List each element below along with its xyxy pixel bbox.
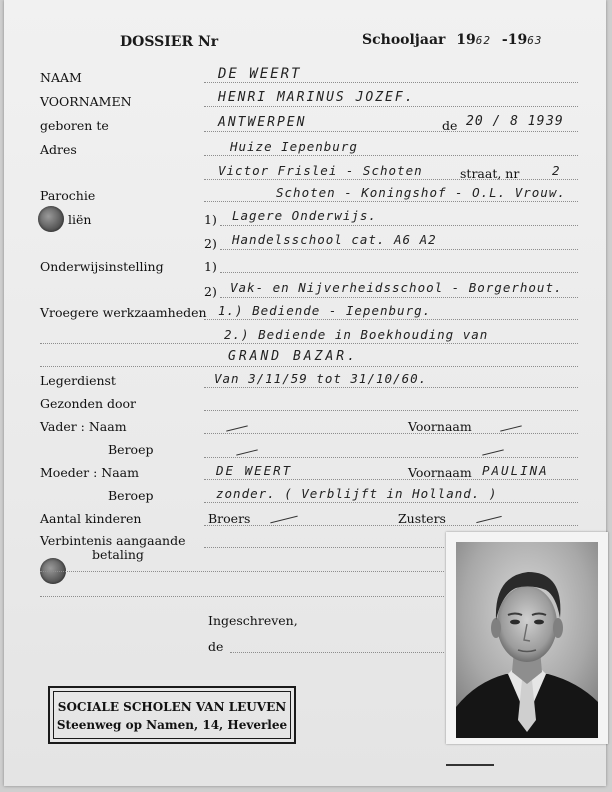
line-adres-1 xyxy=(204,155,578,156)
label-ingeschreven: Ingeschreven, xyxy=(208,613,298,628)
value-legerdienst: Van 3/11/59 tot 31/10/60. xyxy=(214,371,428,386)
value-geboren-te: ANTWERPEN xyxy=(218,115,307,130)
value-werk-1: 1.) Bediende - Iepenburg. xyxy=(218,303,432,318)
dash-vader-naam xyxy=(226,425,248,431)
label-verbintenis-2: betaling xyxy=(92,547,144,562)
label-straat-nr: straat, nr xyxy=(460,166,520,181)
line-adres-2 xyxy=(204,179,578,180)
label-adres: Adres xyxy=(40,142,77,157)
label-broers: Broers xyxy=(208,511,251,526)
label-moeder-beroep: Beroep xyxy=(108,488,154,503)
line-vader-naam xyxy=(204,433,578,434)
dash-vader-beroep-2 xyxy=(482,449,504,455)
label-studien-1: 1) xyxy=(204,212,217,227)
dash-vader-voornaam xyxy=(500,425,522,431)
label-vader-naam: Vader : Naam xyxy=(40,419,127,434)
label-geboren-te: geboren te xyxy=(40,118,109,133)
line-verbintenis-1 xyxy=(204,547,444,548)
value-onderwijs-2: Vak- en Nijverheidsschool - Borgerhout. xyxy=(230,280,563,295)
value-studien-2: Handelsschool cat. A6 A2 xyxy=(232,232,437,247)
value-naam: DE WEERT xyxy=(218,66,302,82)
line-onderwijs-2 xyxy=(220,297,578,298)
value-geboren-datum: 20 / 8 19 xyxy=(466,114,546,129)
label-vader-beroep: Beroep xyxy=(108,442,154,457)
line-legerdienst xyxy=(204,387,578,388)
value-geboren-jaar: 39 xyxy=(546,114,564,129)
label-verbintenis-1: Verbintenis aangaande xyxy=(40,533,186,548)
label-de-bottom: de xyxy=(208,639,224,654)
value-adres-nr: 2 xyxy=(552,163,561,178)
line-verbintenis-2 xyxy=(40,571,444,572)
value-moeder-voornaam: PAULINA xyxy=(482,463,549,478)
value-werk-2: 2.) Bediende in Boekhouding van xyxy=(224,327,489,342)
value-adres-1: Huize Iepenburg xyxy=(230,139,358,154)
label-studien: liën xyxy=(68,212,92,227)
label-legerdienst: Legerdienst xyxy=(40,373,116,388)
stamp-line-2: Steenweg op Namen, 14, Heverlee xyxy=(56,718,288,732)
label-onderwijs-2: 2) xyxy=(204,284,217,299)
line-studien-2 xyxy=(220,249,578,250)
line-moeder-beroep xyxy=(204,502,578,503)
portrait-image xyxy=(456,542,598,738)
label-parochie: Parochie xyxy=(40,188,96,203)
schoolyear-label: Schooljaar 1962 -1963 xyxy=(362,32,543,48)
line-moeder-naam xyxy=(204,479,578,480)
label-naam: NAAM xyxy=(40,70,82,85)
value-parochie: Schoten - Koningshof - O.L. Vrouw. xyxy=(276,185,566,200)
line-ingeschreven-de xyxy=(230,652,444,653)
pen-mark xyxy=(446,764,494,766)
label-de: de xyxy=(442,118,458,133)
line-werk-2 xyxy=(40,343,578,344)
label-onderwijs-1: 1) xyxy=(204,259,217,274)
dash-vader-beroep xyxy=(236,449,258,455)
label-zusters: Zusters xyxy=(398,511,446,526)
dossier-title: DOSSIER Nr xyxy=(120,34,219,50)
value-moeder-beroep: zonder. ( Verblijft in Holland. ) xyxy=(216,486,498,501)
id-photo xyxy=(446,532,608,744)
label-moeder-voornaam: Voornaam xyxy=(408,465,472,480)
value-studien-1: Lagere Onderwijs. xyxy=(232,208,377,223)
line-gezonden-door xyxy=(204,410,578,411)
line-werk-1 xyxy=(204,319,578,320)
value-adres-2: Victor Frislei - Schoten xyxy=(218,163,423,178)
value-moeder-naam: DE WEERT xyxy=(216,463,293,478)
label-voornamen: VOORNAMEN xyxy=(40,94,132,109)
stamp-line-1: SOCIALE SCHOLEN VAN LEUVEN xyxy=(57,700,287,714)
line-parochie xyxy=(204,201,578,202)
dash-zusters xyxy=(476,516,501,523)
label-onderwijsinstelling: Onderwijsinstelling xyxy=(40,259,164,274)
label-gezonden-door: Gezonden door xyxy=(40,396,136,411)
line-verbintenis-3 xyxy=(40,596,444,597)
line-voornamen xyxy=(204,106,578,107)
label-moeder-naam: Moeder : Naam xyxy=(40,465,139,480)
line-werk-3 xyxy=(40,366,578,367)
punch-hole-top xyxy=(38,206,64,232)
label-vroegere-werk: Vroegere werkzaamheden xyxy=(40,305,207,320)
value-werk-3: GRAND BAZAR. xyxy=(228,349,358,364)
school-stamp xyxy=(48,686,296,744)
line-aantal-kinderen xyxy=(204,525,578,526)
label-aantal-kinderen: Aantal kinderen xyxy=(40,511,142,526)
label-vader-voornaam: Voornaam xyxy=(408,419,472,434)
line-vader-beroep xyxy=(204,457,578,458)
line-onderwijs-1 xyxy=(220,272,578,273)
line-geboren xyxy=(204,131,578,132)
value-voornamen: HENRI MARINUS JOZEF. xyxy=(218,90,415,105)
line-naam xyxy=(204,82,578,83)
dash-broers xyxy=(270,516,297,524)
label-studien-2: 2) xyxy=(204,236,217,251)
line-studien-1 xyxy=(220,225,578,226)
